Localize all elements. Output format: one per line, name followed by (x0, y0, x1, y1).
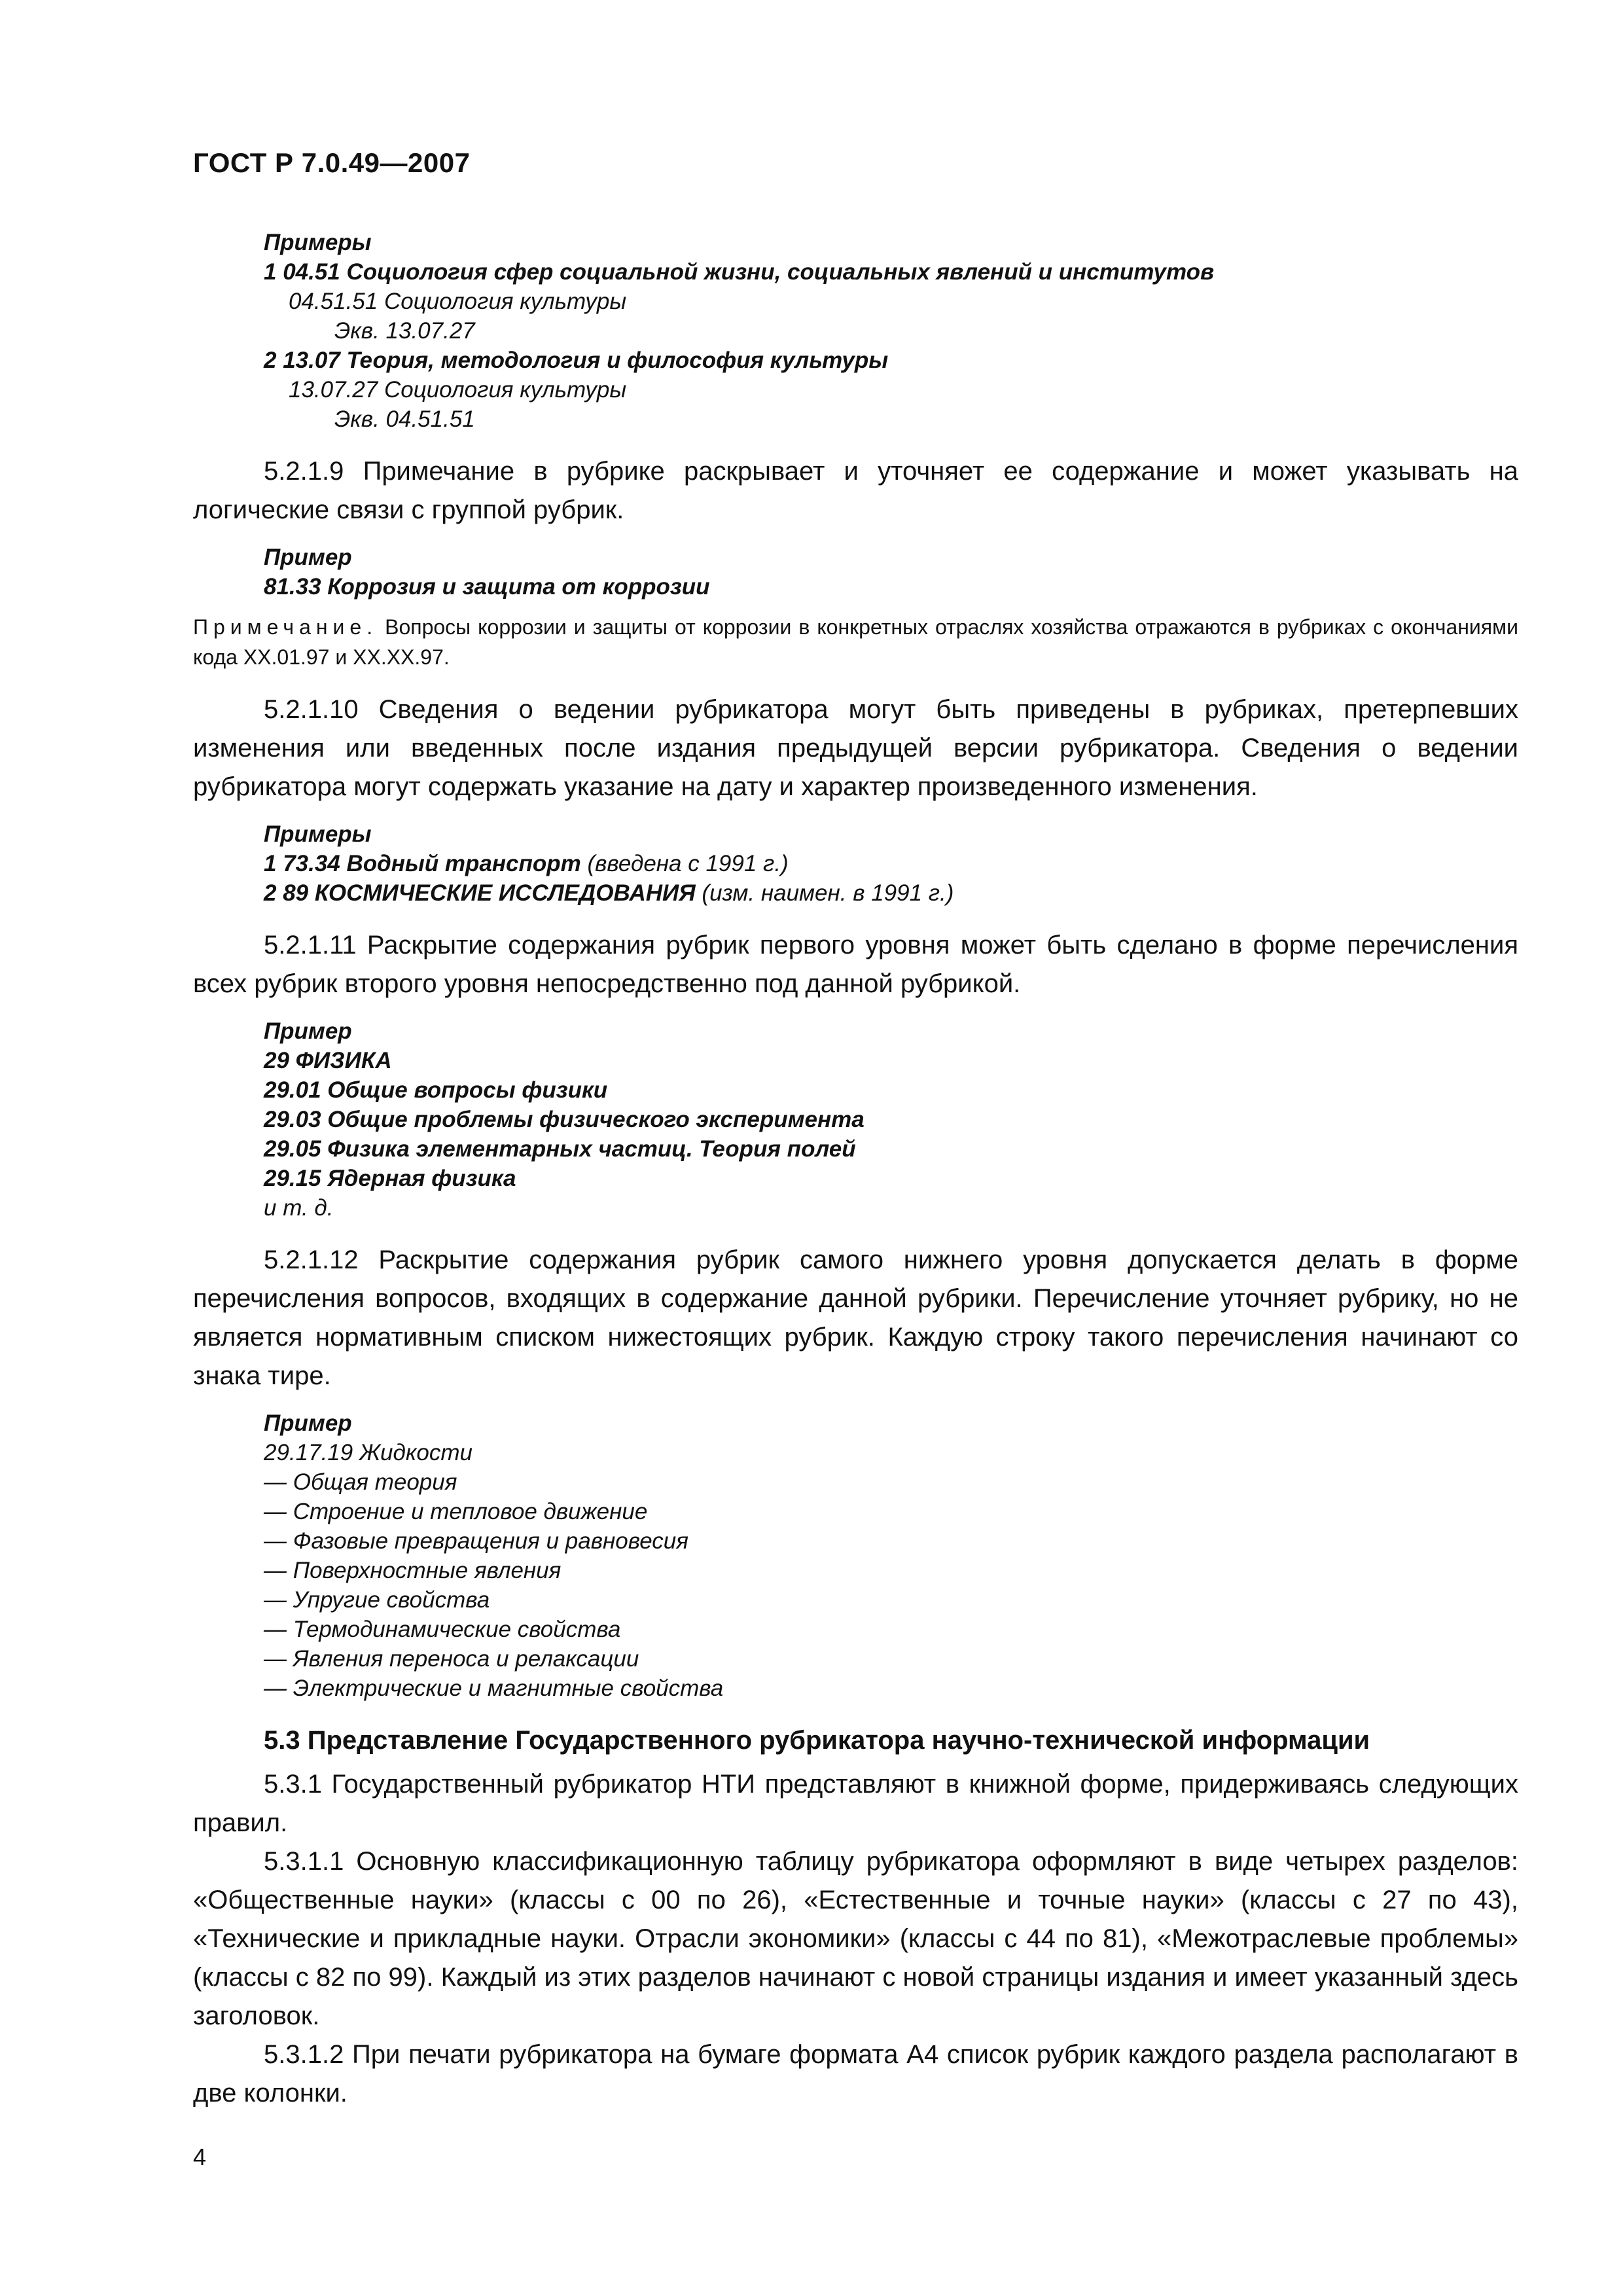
example-block-4 (264, 1016, 1518, 1223)
example-line: 81.33 Коррозия и защита от коррозии (264, 574, 710, 600)
example-line: Экв. 13.07.27 (334, 318, 475, 344)
examples-block-3 (264, 819, 1518, 908)
example-line (264, 849, 1518, 878)
document-page (193, 147, 1518, 2113)
example-line: 29.17.19 Жидкости (264, 1440, 473, 1465)
dash-list-item: — Поверхностные явления (264, 1558, 562, 1583)
example-title: Пример (264, 545, 352, 570)
page-number: 4 (193, 2144, 207, 2170)
examples-title: Примеры (264, 821, 372, 847)
example-code: 2 89 КОСМИЧЕСКИЕ ИССЛЕДОВАНИЯ (264, 880, 696, 906)
paragraph-5-2-1-9: 5.2.1.9 Примечание в рубрике раскрывает и уточняет ее содержание и может указывать на логические связи с группой рубрик. (193, 457, 1518, 524)
example-line (264, 878, 1518, 908)
example-code: 1 73.34 Водный транспорт (264, 851, 581, 876)
example-line: Экв. 04.51.51 (334, 406, 475, 432)
dash-list-item: — Явления переноса и релаксации (264, 1646, 639, 1672)
dash-list-item: — Электрические и магнитные свойства (264, 1676, 724, 1701)
example-block-2 (264, 543, 1518, 601)
dash-list-item: — Фазовые превращения и равновесия (264, 1528, 688, 1554)
example-line: 29.15 Ядерная физика (264, 1166, 516, 1191)
paragraph-5-3-1: 5.3.1 Государственный рубрикатор НТИ представляют в книжной форме, придерживаясь следующих правил. (193, 1770, 1518, 1837)
dash-list-item: — Термодинамические свойства (264, 1617, 621, 1642)
example-line: 29.03 Общие проблемы физического эксперимента (264, 1107, 865, 1132)
example-line: 29 ФИЗИКА (264, 1048, 392, 1073)
note-label: Примечание. (193, 615, 378, 639)
section-heading-5-3: 5.3 Представление Государственного рубрикатора научно-технической информации (264, 1726, 1370, 1755)
paragraph-5-3-1-2: 5.3.1.2 При печати рубрикатора на бумаге формата А4 список рубрик каждого раздела располагают в две колонки. (193, 2040, 1518, 2108)
dash-list-item: — Общая теория (264, 1469, 457, 1495)
example-line: 1 04.51 Социология сфер социальной жизни, социальных явлений и институтов (264, 259, 1215, 285)
example-line: 29.01 Общие вопросы физики (264, 1077, 608, 1103)
example-title: Пример (264, 1410, 352, 1436)
examples-title: Примеры (264, 230, 372, 255)
paragraph-5-2-1-10: 5.2.1.10 Сведения о ведении рубрикатора могут быть приведены в рубриках, претерпевших изменения или введенных после издания предыдущей версии рубрикатора. Сведения о ведении рубрикатора могут содержать указание на дату и характер произведенного изменения. (193, 695, 1518, 801)
note (193, 612, 1518, 672)
dash-list-item: — Строение и тепловое движение (264, 1499, 648, 1524)
example-line: 13.07.27 Социология культуры (289, 377, 627, 403)
example-line: и т. д. (264, 1195, 334, 1221)
example-remark: (изм. наимен. в 1991 г.) (695, 880, 954, 906)
paragraph-5-2-1-12: 5.2.1.12 Раскрытие содержания рубрик самого нижнего уровня допускается делать в форме перечисления вопросов, входящих в содержание данной рубрики. Перечисление уточняет рубрику, но не является нормативным списком нижестоящих рубрик. Каждую строку такого перечисления начинают со знака тире. (193, 1246, 1518, 1390)
example-remark: (введена с 1991 г.) (580, 851, 789, 876)
example-line: 2 13.07 Теория, методология и философия культуры (264, 348, 889, 373)
paragraph-5-2-1-11: 5.2.1.11 Раскрытие содержания рубрик первого уровня может быть сделано в форме перечисления всех рубрик второго уровня непосредственно под данной рубрикой. (193, 931, 1518, 998)
note-text: Вопросы коррозии и защиты от коррозии в конкретных отраслях хозяйства отражаются в рубриках с окончаниями кода XX.01.97 и XX.XX.97. (193, 615, 1518, 669)
example-title: Пример (264, 1018, 352, 1044)
example-line: 04.51.51 Социология культуры (289, 289, 627, 314)
example-line: 29.05 Физика элементарных частиц. Теория полей (264, 1136, 856, 1162)
examples-block-1 (264, 228, 1518, 434)
paragraph-5-3-1-1: 5.3.1.1 Основную классификационную таблицу рубрикатора оформляют в виде четырех разделов: «Общественные науки» (классы с 00 по 26), «Естественные и точные науки» (классы с 27 по 43), «Технические и прикладные науки. Отрасли экономики» (классы с 44 по 81), «Межотраслевые проблемы» (классы с 82 по 99). Каждый из этих разделов начинают с новой страницы издания и имеет указанный здесь заголовок. (193, 1847, 1518, 2030)
dash-list-item: — Упругие свойства (264, 1587, 490, 1613)
document-header: ГОСТ Р 7.0.49—2007 (193, 147, 471, 178)
example-block-5 (264, 1408, 1518, 1703)
